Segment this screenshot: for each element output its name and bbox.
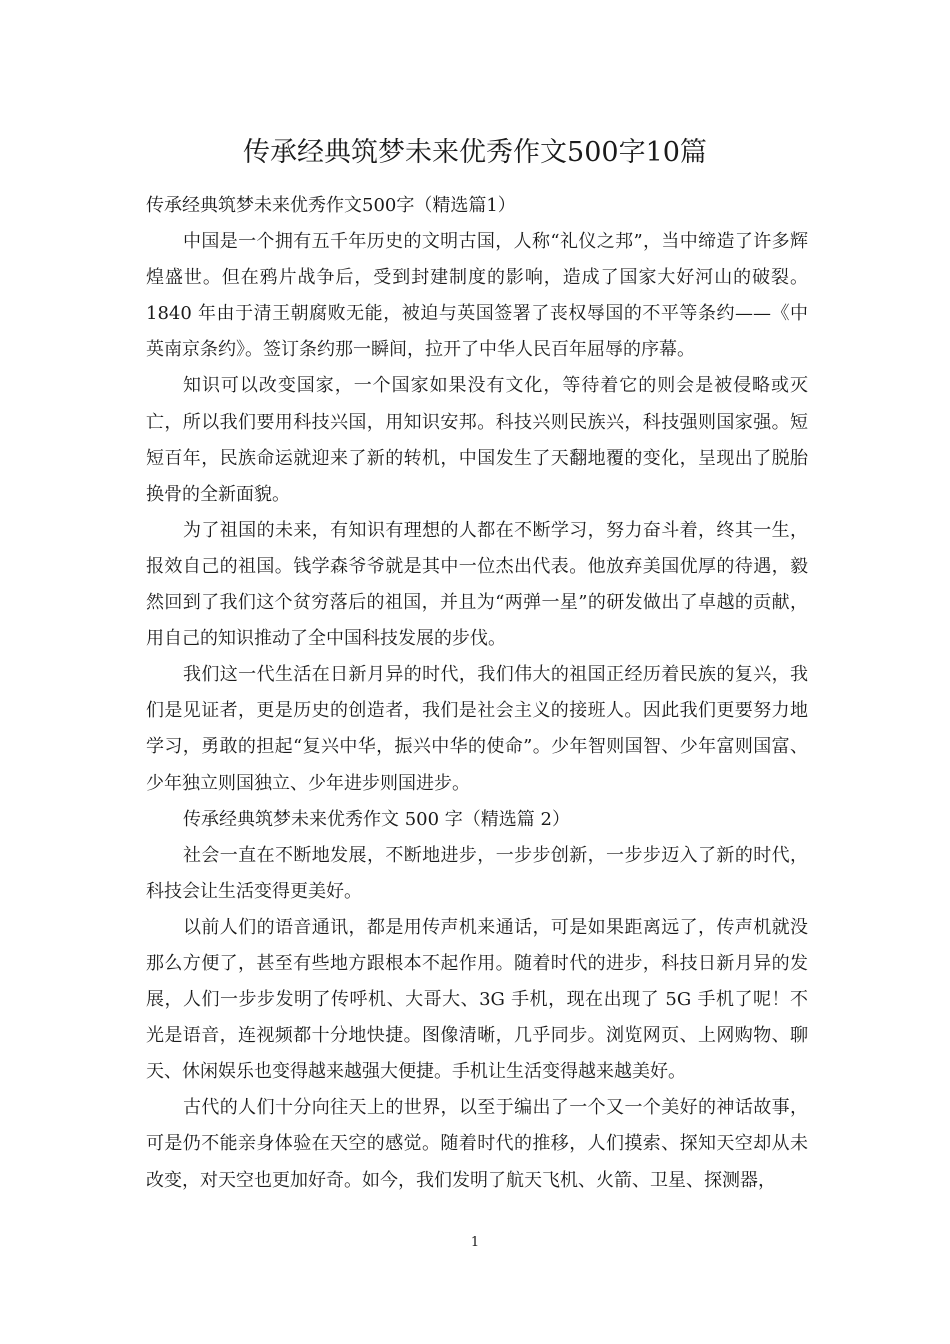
paragraph-6: 以前人们的语音通讯，都是用传声机来通话，可是如果距离远了，传声机就没那么方便了，甚至有些地方跟根本不起作用。随着时代的进步，科技日新月异的发展，人们一步步发明了传呼机、大哥大、3G 手机，现在出现了 5G 手机了呢！不光是语音，连视频都十分地快捷。图像清晰，几乎同步。浏览网页、上网购物、聊天、休闲娱乐也变得越来越强大便捷。手机让生活变得越来越美好。 <box>146 916 808 1083</box>
paragraph-1: 中国是一个拥有五千年历史的文明古国，人称“礼仪之邦”，当中缔造了许多辉煌盛世。但在鸦片战争后，受到封建制度的影响，造成了国家大好河山的破裂。1840 年由于清王朝腐败无能，被迫与英国签署了丧权辱国的不平等条约——《中英南京条约》。签订条约那一瞬间，拉开了中华人民百年屈辱的序幕。 <box>146 231 808 361</box>
paragraph-3: 为了祖国的未来，有知识有理想的人都在不断学习，努力奋斗着，终其一生，报效自己的祖国。钱学森爷爷就是其中一位杰出代表。他放弃美国优厚的待遇，毅然回到了我们这个贫穷落后的祖国，并且为“两弹一星”的研发做出了卓越的贡献，用自己的知识推动了全中国科技发展的步伐。 <box>146 519 808 650</box>
paragraph-2: 知识可以改变国家，一个国家如果没有文化，等待着它的则会是被侵略或灭亡，所以我们要用科技兴国，用知识安邦。科技兴则民族兴，科技强则国家强。短短百年，民族命运就迎来了新的转机，中国发生了天翻地覆的变化，呈现出了脱胎换骨的全新面貌。 <box>146 375 808 505</box>
document-body <box>146 188 808 1199</box>
section-heading-2: 传承经典筑梦未来优秀作文 500 字（精选篇 2） <box>183 808 570 830</box>
paragraph-5: 社会一直在不断地发展，不断地进步，一步步创新，一步步迈入了新的时代，科技会让生活变得更美好。 <box>146 844 808 902</box>
document-title: 传承经典筑梦未来优秀作文500字10篇 <box>243 137 707 168</box>
paragraph-7: 古代的人们十分向往天上的世界，以至于编出了一个又一个美好的神话故事，可是仍不能亲身体验在天空的感觉。随着时代的推移，人们摸索、探知天空却从未改变，对天空也更加好奇。如今，我们发明了航天飞机、火箭、卫星、探测器， <box>146 1097 808 1191</box>
paragraph-4: 我们这一代生活在日新月异的时代，我们伟大的祖国正经历着民族的复兴，我们是见证者，更是历史的创造者，我们是社会主义的接班人。因此我们更要努力地学习，勇敢的担起“复兴中华，振兴中华的使命”。少年智则国智、少年富则国富、少年独立则国独立、少年进步则国进步。 <box>146 664 808 794</box>
page-number: 1 <box>470 1235 480 1250</box>
section-heading-1: 传承经典筑梦未来优秀作文500字（精选篇1） <box>146 195 516 216</box>
